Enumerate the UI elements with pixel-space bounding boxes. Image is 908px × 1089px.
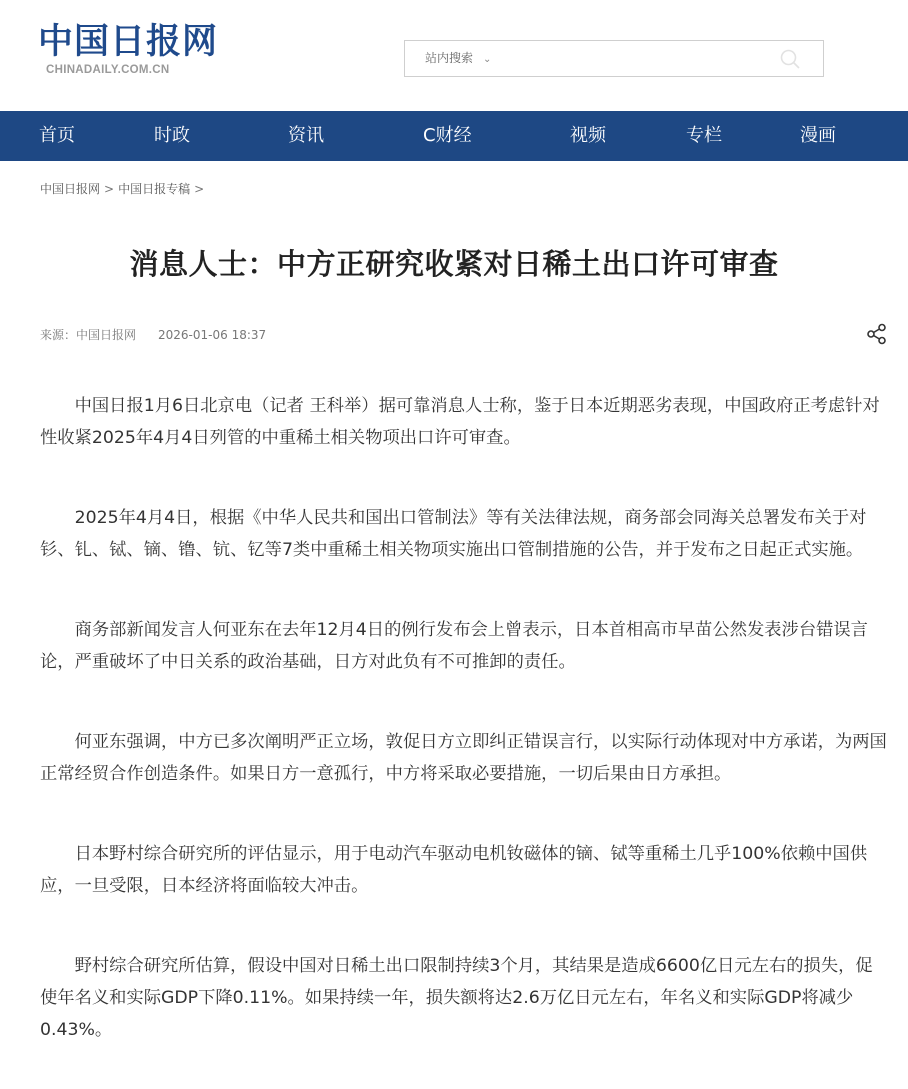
nav-item-finance[interactable]: C财经 — [423, 125, 472, 146]
main-nav — [0, 111, 908, 161]
search-icon[interactable] — [779, 48, 801, 70]
article-meta — [40, 326, 266, 343]
chevron-down-icon: ⌄ — [483, 54, 492, 65]
logo-english-text[interactable]: CHINADAILY.COM.CN — [46, 64, 170, 76]
site-logo[interactable] — [38, 21, 219, 80]
logo-chinese-text[interactable]: 中国日报网 — [38, 21, 219, 62]
search-bar — [404, 40, 824, 77]
article-paragraph: 野村综合研究所估算，假设中国对日稀土出口限制持续3个月，其结果是造成6600亿日元左右的损失，促使年名义和实际GDP下降0.11%。如果持续一年，损失额将达2.6万亿日元左右，年名义和实际GDP将减少 0.43%。 — [40, 956, 873, 1040]
nav-item-home[interactable]: 首页 — [39, 125, 75, 146]
article-source: 来源：中国日报网 — [40, 328, 137, 342]
search-input[interactable] — [515, 45, 765, 72]
breadcrumb — [40, 180, 208, 197]
breadcrumb-separator: > — [194, 182, 205, 196]
site-header — [0, 0, 908, 111]
breadcrumb-link-home[interactable]: 中国日报网 — [40, 182, 101, 196]
nav-item-video[interactable]: 视频 — [570, 125, 606, 146]
nav-item-politics[interactable]: 时政 — [154, 125, 190, 146]
search-scope-label: 站内搜索 — [425, 51, 474, 65]
breadcrumb-link-special[interactable]: 中国日报专稿 — [118, 182, 191, 196]
article-paragraph: 何亚东强调，中方已多次阐明严正立场，敦促日方立即纠正错误言行，以实际行动体现对中方承诺，为两国正常经贸合作创造条件。如果日方一意孤行，中方将采取必要措施，一切后果由日方承担。 — [40, 732, 887, 784]
search-scope-dropdown[interactable] — [425, 41, 491, 76]
breadcrumb-separator: > — [104, 182, 115, 196]
article-paragraph: 商务部新闻发言人何亚东在去年12月4日的例行发布会上曾表示，日本首相高市早苗公然发表涉台错误言论，严重破坏了中日关系的政治基础，日方对此负有不可推卸的责任。 — [40, 620, 868, 672]
nav-item-columns[interactable]: 专栏 — [686, 125, 722, 146]
share-icon[interactable] — [866, 323, 888, 345]
nav-item-news[interactable]: 资讯 — [288, 125, 324, 146]
article-paragraph: 中国日报1月6日北京电（记者 王科举）据可靠消息人士称，鉴于日本近期恶劣表现，中国政府正考虑针对性收紧2025年4月4日列管的中重稀土相关物项出口许可审查。 — [40, 396, 880, 448]
nav-item-comics[interactable]: 漫画 — [800, 125, 836, 146]
article-paragraph: 日本野村综合研究所的评估显示，用于电动汽车驱动电机钕磁体的镝、铽等重稀土几乎100%依赖中国供应，一旦受限，日本经济将面临较大冲击。 — [40, 844, 868, 896]
article-title: 消息人士：中方正研究收紧对日稀土出口许可审查 — [129, 247, 779, 281]
article-paragraph: 2025年4月4日，根据《中华人民共和国出口管制法》等有关法律法规，商务部会同海关总署发布关于对钐、钆、铽、镝、镥、钪、钇等7类中重稀土相关物项实施出口管制措施的公告，并于发布之日起正式实施。 — [40, 508, 867, 560]
article-body — [40, 390, 888, 1089]
article-date: 2026-01-06 18:37 — [158, 328, 267, 342]
